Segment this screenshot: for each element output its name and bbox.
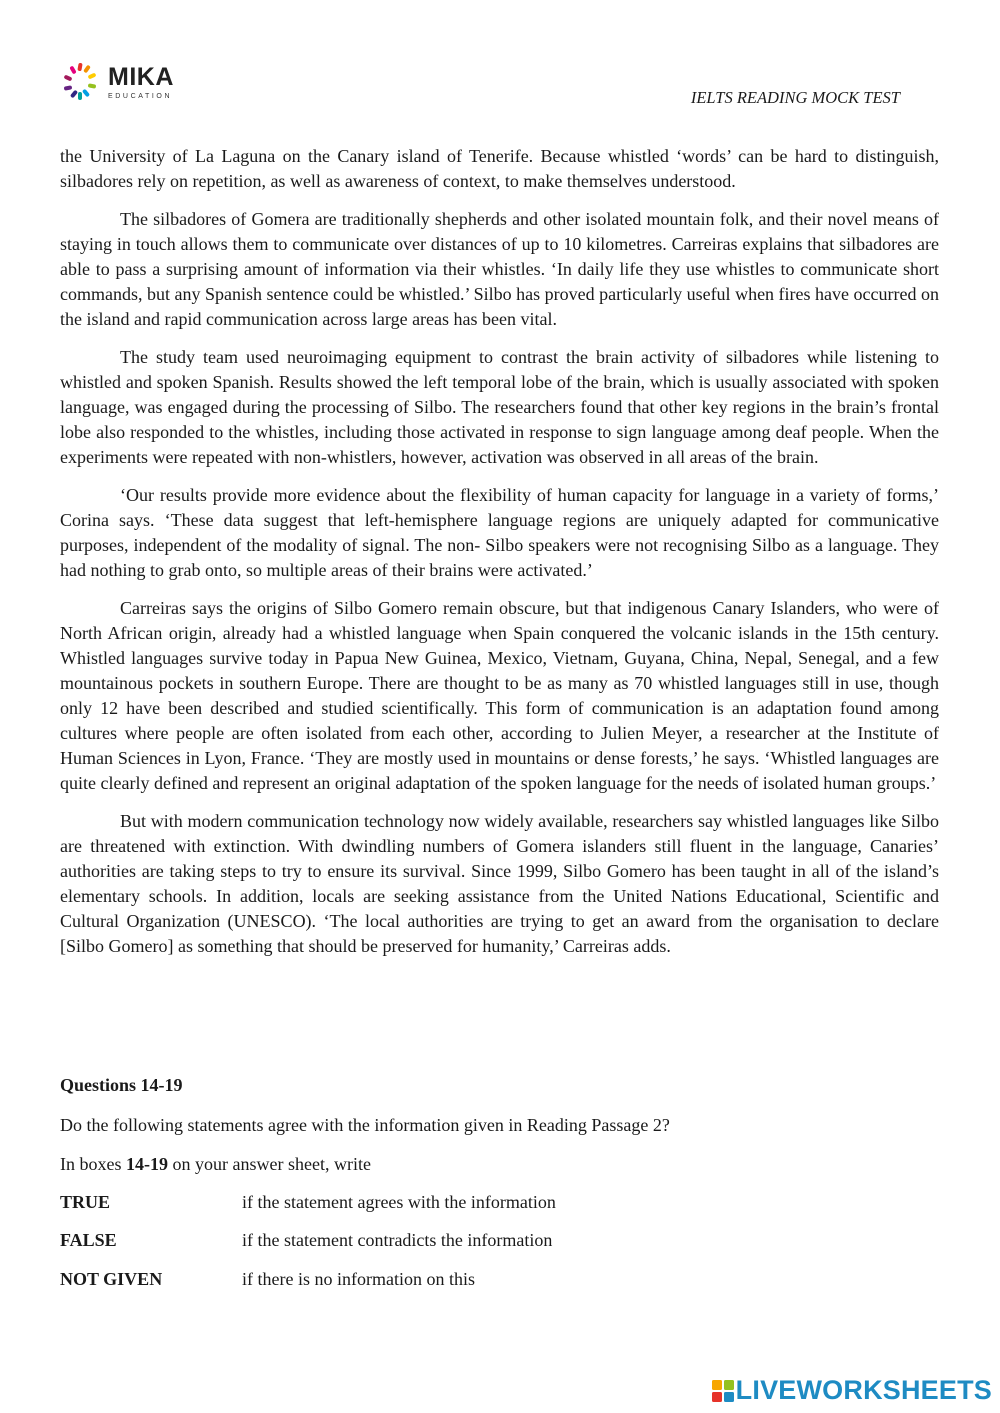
definition-row-true xyxy=(60,1190,556,1215)
questions-instruction: Do the following statements agree with the information given in Reading Passage 2? xyxy=(60,1115,670,1135)
logo-name: MIKA xyxy=(108,62,174,91)
definition-text: if there is no information on this xyxy=(242,1269,475,1289)
test-title: IELTS READING MOCK TEST xyxy=(690,88,900,107)
passage-paragraph: The silbadores of Gomera are traditionally shepherds and other isolated mountain folk, and their novel means of staying in touch allows them to communicate over distances of up to 10 kilometres. Carreiras explains that silbadores are able to pass a surprising amount of information via their whistles. ‘In daily life they use whistles to communicate short commands, but any Spanish sentence could be whistled.’ Silbo has proved particularly useful when fires have occurred on the island and rapid communication across large areas has been vital. xyxy=(60,209,939,329)
answer-sheet-instruction xyxy=(60,1152,371,1177)
passage-paragraph: But with modern communication technology now widely available, researchers say whistled languages like Silbo are threatened with extinction. With dwindling numbers of Gomera islanders still fluent in the language, Canaries’ authorities are taking steps to try to ensure its survival. Since 1999, Silbo Gomero has been taught in all of the island’s elementary schools. In addition, locals are seeking assistance from the United Nations Educational, Scientific and Cultural Organization (UNESCO). ‘The local authorities are trying to get an award from the organisation to declare [Silbo Gomero] as something that should be preserved for humanity,’ Carreiras adds. xyxy=(60,811,939,956)
definition-term: TRUE xyxy=(60,1192,111,1212)
passage-paragraph: the University of La Laguna on the Canary island of Tenerife. Because whistled ‘words’ can be hard to distinguish, silbadores rely on repetition, as well as awareness of context, to make themselves understood. xyxy=(60,146,939,191)
boxes-suffix: on your answer sheet, write xyxy=(168,1154,371,1174)
questions-heading: Questions 14-19 xyxy=(60,1075,183,1095)
liveworksheets-logo-icon xyxy=(712,1380,734,1402)
mika-logo-icon xyxy=(60,60,104,104)
definition-text: if the statement contradicts the information xyxy=(242,1230,553,1250)
mika-logo xyxy=(60,60,174,104)
passage-paragraph: The study team used neuroimaging equipment to contrast the brain activity of silbadores while listening to whistled and spoken Spanish. Results showed the left temporal lobe of the brain, which is usually associated with spoken language, was engaged during the processing of Silbo. The researchers found that other key regions in the brain’s frontal lobe also responded to the whistles, including those activated in response to sign language among deaf people. When the experiments were repeated with non-whistlers, however, activation was observed in all areas of the brain. xyxy=(60,347,939,467)
definition-term: NOT GIVEN xyxy=(60,1269,163,1289)
boxes-prefix: In boxes xyxy=(60,1154,126,1174)
reading-passage xyxy=(60,144,939,972)
passage-paragraph: ‘Our results provide more evidence about the flexibility of human capacity for language in a variety of forms,’ Corina says. ‘These data suggest that left-hemisphere language regions are uniquely adapted for communicative purposes, independent of the modality of signal. The non- Silbo speakers were not recognising Silbo as a language. They had nothing to grab onto, so multiple areas of their brains were activated.’ xyxy=(60,485,939,580)
definition-term: FALSE xyxy=(60,1230,117,1250)
definition-text: if the statement agrees with the information xyxy=(242,1192,556,1212)
logo-subtitle: EDUCATION xyxy=(108,92,173,100)
passage-paragraph: Carreiras says the origins of Silbo Gomero remain obscure, but that indigenous Canary Islanders, who were of North African origin, already had a whistled language when Spain conquered the volcanic islands in the 15th century. Whistled languages survive today in Papua New Guinea, Mexico, Vietnam, Guyana, China, Nepal, Senegal, and a few mountainous pockets in southern Europe. There are thought to be as many as 70 whistled languages still in use, though only 12 have been described and studied scientifically. This form of communication is an adaptation found among cultures where people are often isolated from each other, according to Julien Meyer, a researcher at the Institute of Human Sciences in Lyon, France. ‘They are mostly used in mountains or dense forests,’ he says. ‘Whistled languages are quite clearly defined and represent an original adaptation of the spoken language for the needs of isolated human groups.’ xyxy=(60,598,939,793)
page-header xyxy=(0,0,1000,130)
definition-row-not-given xyxy=(60,1267,475,1292)
liveworksheets-brand[interactable] xyxy=(712,1377,992,1404)
definition-row-false xyxy=(60,1228,552,1253)
brand-name: LIVEWORKSHEETS xyxy=(735,1375,992,1405)
boxes-range: 14-19 xyxy=(126,1154,168,1174)
